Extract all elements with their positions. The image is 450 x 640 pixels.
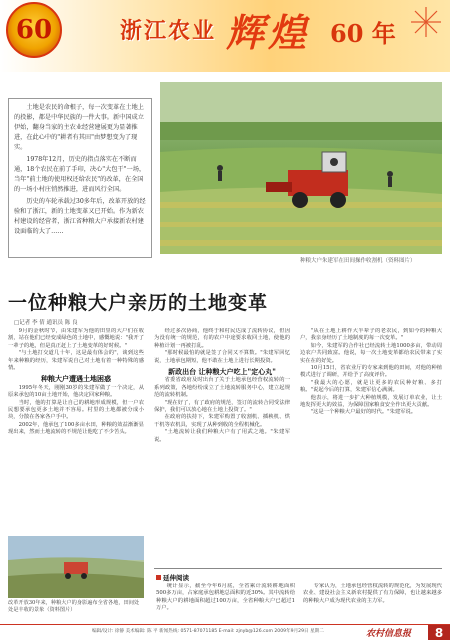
banner-title-left: 浙江农业: [120, 18, 217, 44]
body-paragraph: "土地流转让我们种粮大户有了用武之地。"朱建军说。: [154, 429, 290, 443]
intro-box: [8, 98, 152, 258]
page-number: 8: [428, 625, 450, 640]
article-column-3: [300, 328, 442, 566]
banner-title-right: 60 年: [330, 19, 396, 48]
article-column-2: [154, 328, 290, 566]
photo-caption: 种粮大户朱建军在田间操作收割机（资料图片）: [300, 258, 416, 264]
banner-title-big: 辉煌: [226, 10, 311, 55]
harvest-photo: [160, 82, 442, 254]
anniversary-emblem: 60: [6, 2, 62, 58]
body-paragraph: 1995年冬天，刚刚30岁的朱建军做了一个决定，从原来承包的10亩土地开始，他决定回家种粮。: [8, 384, 144, 399]
body-paragraph: 专家认为，土地承包经营权流转的规范化，为发展现代农业、建设社会主义新农村提供了有力保障，也让越来越多的种粮大户成为现代农业的主力军。: [303, 583, 442, 604]
body-paragraph: 统计显示，截至今年6月底，全省累计流转耕地面积500多万亩，占家庭承包耕地总面积的近30%。其中流转给种粮大户的耕地面积超过100万亩，全省种粮大户已超过1万户。: [156, 583, 295, 612]
extended-reading-heading: [156, 573, 189, 582]
body-paragraph: 在政府的扶持下，朱建军购置了收割机、插秧机、烘干机等农机具，实现了从种到收的全程机械化。: [154, 414, 290, 428]
harvester-field-image: [160, 82, 442, 254]
extended-reading-body: [156, 583, 442, 623]
body-paragraph: 2002年，他承包了100多亩水田，种粮的效益渐渐显现出来，然而土地流转的不规范让他吃了不少苦头。: [8, 421, 144, 436]
article-headline: 一位种粮大户亲历的土地变革: [8, 292, 269, 314]
body-paragraph: "从在土地上耕作大半辈子的老农民，到如今的种粮大户，我亲身经历了土地制度的每一次变革。": [300, 328, 442, 342]
body-paragraph: 9月的金秋时节，由朱建军为他的田里的大户们在收割，站在他们已经变成绿色的土地中，感慨地说："我开了一辈子的地，但是真正赶上了土地变革的好时候。": [8, 328, 144, 349]
secondary-photo-caption: 改革开放30年来，种粮大户的身影遍布全省各地，田间处处是丰收的景象（资料图片）: [8, 600, 140, 613]
intro-paragraph: 历史的车轮承载过30多年后，改革开放的经验和了浙江，新的土地变革又已开始。作为新农村建设的经营者，浙江省种粮大户承接新农村建设面临的大了……: [14, 198, 146, 235]
farm-landscape-image: [8, 536, 144, 598]
newspaper-name: 农村信息报: [366, 629, 412, 639]
square-bullet-icon: [156, 575, 161, 580]
article-byline: □记者 李 倩 通讯员 陈 良: [14, 320, 78, 326]
page-footer: [0, 624, 450, 640]
body-paragraph: 如今，朱建军的合作社已经流转土地1000多亩，带动周边农户共同致富。他说，每一次土地变革都给农民带来了实实在在的好处。: [300, 342, 442, 364]
intro-paragraph: 1978年12月，历史的指点落实在不断而通，18个农民在前了手印，决心"大包干"一场，当年"前土地的使用权还给农民"的改革，在全国的一场小村庄悄然推进，进而风行全国。: [14, 156, 146, 193]
secondary-photo: [8, 536, 144, 598]
intro-paragraph: 土地是农民的命根子，每一次变革在土地上的投影，都是中华民族的一件大事。新中国成立伊始，翻身当家的主农业经营建展更为显著推进，在此心中的"耕者有其田"由梦想变为了现实。: [14, 104, 144, 151]
page-banner: [0, 0, 450, 72]
body-paragraph: "那时候最怕的就是签了合同又不算数。"朱建军回忆说，土地承包期短，他不敢在土地上进行长期投资。: [154, 350, 290, 364]
body-paragraph: "这是一个种粮大户最好的时代。"朱建军说。: [310, 409, 417, 416]
body-paragraph: "现在好了，有了政府的规范，签订的流转合同受法律保护，我们可以放心地在土地上投资了。": [154, 399, 290, 414]
extended-reading-title: 延伸阅读: [163, 574, 189, 582]
body-paragraph: 10月15日，省农业厅的专家来到他的田间，对他的种植模式进行了调研，并给予了高度评价。: [300, 365, 442, 379]
body-paragraph: 省委省政府及时出台了关于土地承包经营权流转的一系列政策，各地纷纷成立了土地流转服务中心，建立起规范的流转机制。: [154, 377, 290, 399]
section-heading: 新政出台 让种粮大户吃上"定心丸": [168, 367, 276, 377]
section-heading: 种粮大户遭遇土地困惑: [41, 374, 111, 384]
body-paragraph: "与土地打交道几十年，这是最有体会的"，谈到这些年来种粮的经历，朱建军说自己对土地有着一种特殊的感情。: [8, 350, 144, 372]
fireworks-icon: [408, 4, 444, 40]
section-divider: [154, 568, 442, 569]
body-paragraph: 他表示，将进一步扩大种植规模，发展订单农业，让土地发挥更大的效益，为保障国家粮食安全作出更大贡献。: [300, 394, 442, 409]
body-paragraph: 经过多次协商，他终于和村民达成了流转协议，但因为没有统一的规范，有的农户中途要求收回土地，使他的种植计划一再被打乱。: [154, 328, 290, 349]
body-paragraph: "我最大的心愿，就是让更多的农民种好粮、多打粮。"说起今后的打算，朱建军信心满满。: [300, 379, 442, 394]
footer-info: 编辑/设计: 徐静 美术编辑: 陈 平 新闻热线: 0571-87071185 E-mail: zjnyb@126.com 2009年9月29日 星期二: [92, 629, 324, 634]
article-column-1: [8, 328, 144, 532]
body-paragraph: 当时，他的打算是让自己的耕地形成规模，但一户农民想要承包更多土地并不容易。村里的土地都被分成小块，分散在各家各户手中。: [8, 399, 144, 421]
